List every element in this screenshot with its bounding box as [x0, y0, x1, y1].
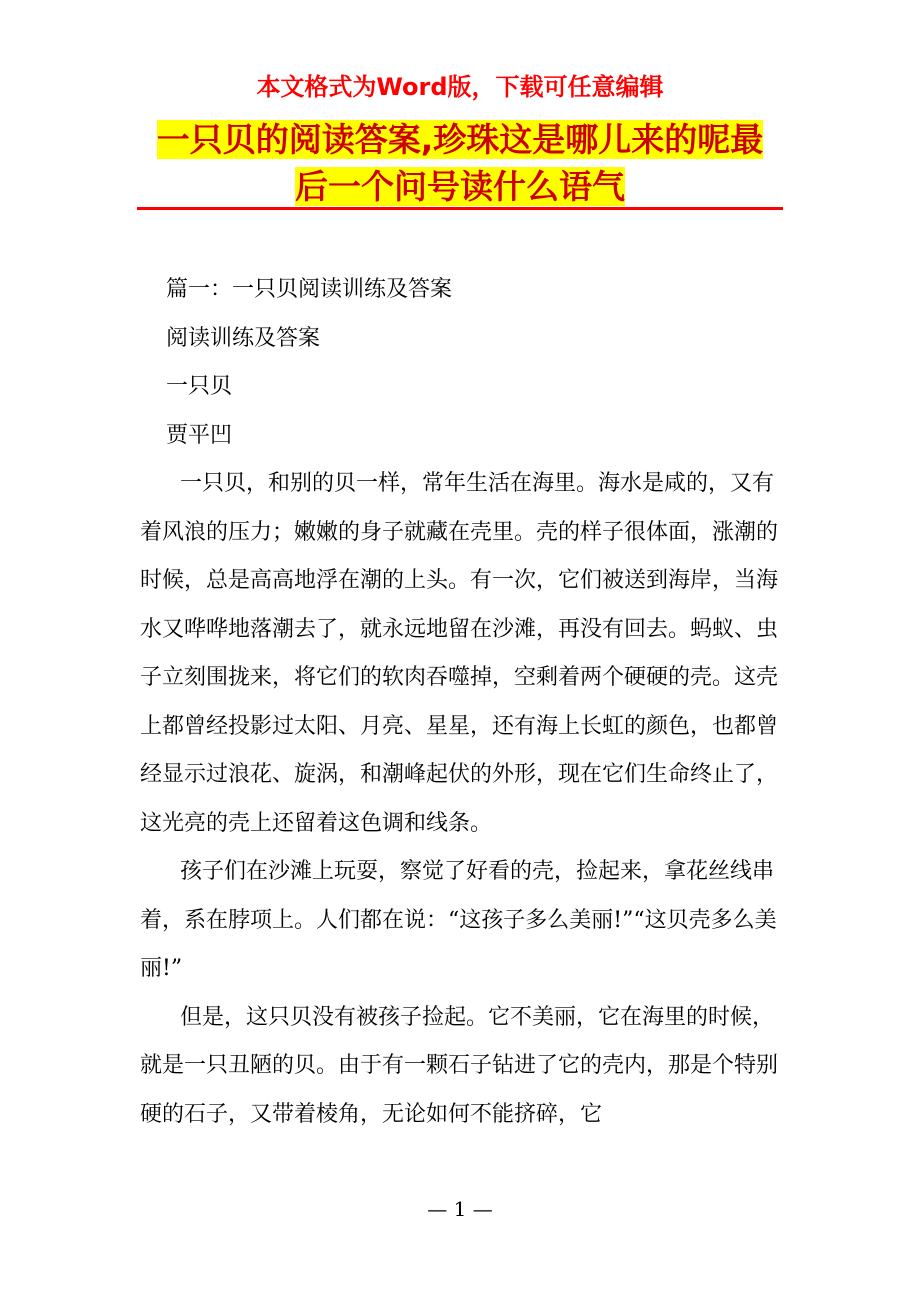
title-line-2: 后一个问号读什么语气 — [295, 167, 625, 206]
paragraph: 孩子们在沙滩上玩耍，察觉了好看的壳，捡起来，拿花丝线串着，系在脖项上。人们都在说：“这孩子多么美丽!”“这贝壳多么美丽!” — [140, 859, 777, 981]
title-line-1: 一只贝的阅读答案,珍珠这是哪儿来的呢最 — [156, 120, 764, 159]
format-notice: 本文格式为Word版，下载可任意编辑 — [256, 73, 664, 101]
document-body — [140, 266, 790, 1139]
story-title: 一只贝 — [166, 374, 233, 399]
paragraph: 一只贝，和别的贝一样，常年生活在海里。海水是咸的，又有着风浪的压力；嫩嫩的身子就藏在壳里。壳的样子很体面，涨潮的时候，总是高高地浮在潮的上头。有一次，它们被送到海岸，当海水又哗哗地落潮去了，就永远地留在沙滩，再没有回去。蚂蚁、虫子立刻围拢来，将它们的软肉吞噬掉，空剩着两个硬硬的壳。这壳上都曾经投影过太阳、月亮、星星，还有海上长虹的颜色，也都曾经显示过浪花、旋涡，和潮峰起伏的外形，现在它们生命终止了，这光亮的壳上还留着这色调和线条。 — [140, 471, 779, 836]
subheading: 阅读训练及答案 — [166, 325, 321, 351]
title-divider — [137, 207, 783, 210]
paragraph: 但是，这只贝没有被孩子捡起。它不美丽，它在海里的时候，就是一只丑陋的贝。由于有一颗石子钻进了它的壳内，那是个特别硬的石子，又带着棱角，无论如何不能挤碎，它 — [140, 1004, 779, 1127]
author-name: 贾平凹 — [166, 422, 233, 448]
page-number: — 1 — — [427, 1197, 493, 1221]
document-title — [120, 116, 800, 210]
section-heading: 篇一：一只贝阅读训练及答案 — [166, 277, 453, 302]
